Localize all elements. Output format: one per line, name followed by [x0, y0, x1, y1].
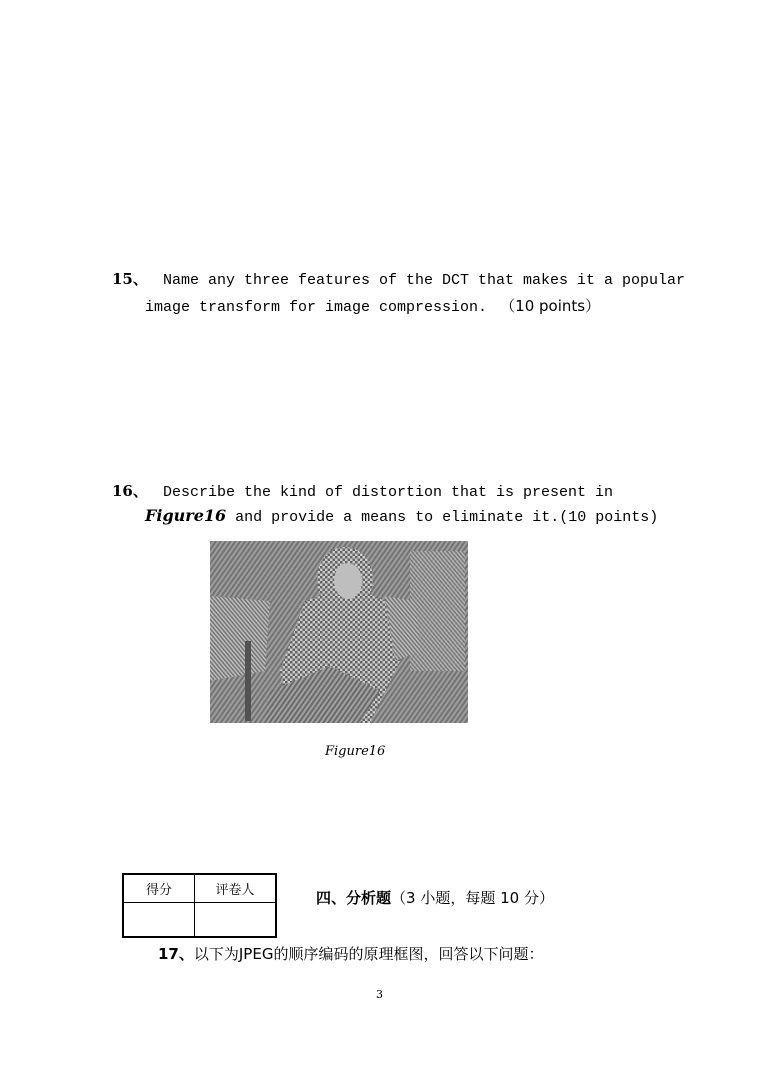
score-header: 得分 — [123, 874, 195, 902]
page-number: 3 — [376, 988, 383, 1001]
question-16-line1 — [112, 480, 613, 501]
section-note: （3 小题，每题 10 分） — [391, 889, 554, 907]
question-15-line1 — [112, 268, 685, 289]
section-title: 四、分析题 — [316, 889, 392, 907]
question-17 — [158, 943, 543, 964]
question-17-text: 以下为JPEG的顺序编码的原理框图，回答以下问题： — [193, 945, 544, 963]
question-16-text-line1: Describe the kind of distortion that is present in — [162, 484, 614, 501]
question-16-number: 16、 — [112, 482, 148, 500]
question-17-number: 17、 — [158, 945, 194, 963]
question-16-figure-ref: Figure16 — [145, 506, 227, 525]
question-15-points: （10 points） — [500, 297, 601, 315]
grader-header: 评卷人 — [195, 874, 277, 902]
grader-cell[interactable] — [195, 902, 277, 937]
question-15-text-line1: Name any three features of the DCT that makes it a popular — [162, 272, 686, 289]
question-16-text-line2: and provide a means to eliminate it.(10 points) — [226, 509, 659, 526]
score-cell[interactable] — [123, 902, 195, 937]
section-heading — [316, 887, 554, 908]
score-table — [122, 873, 277, 938]
question-16-line2 — [145, 506, 658, 526]
question-15-number: 15、 — [112, 270, 148, 288]
question-15-text-line2: image transform for image compression. — [145, 299, 488, 316]
figure-16-image — [210, 541, 468, 723]
figure-16-caption: Figure16 — [325, 744, 386, 759]
question-15-line2 — [145, 295, 600, 316]
